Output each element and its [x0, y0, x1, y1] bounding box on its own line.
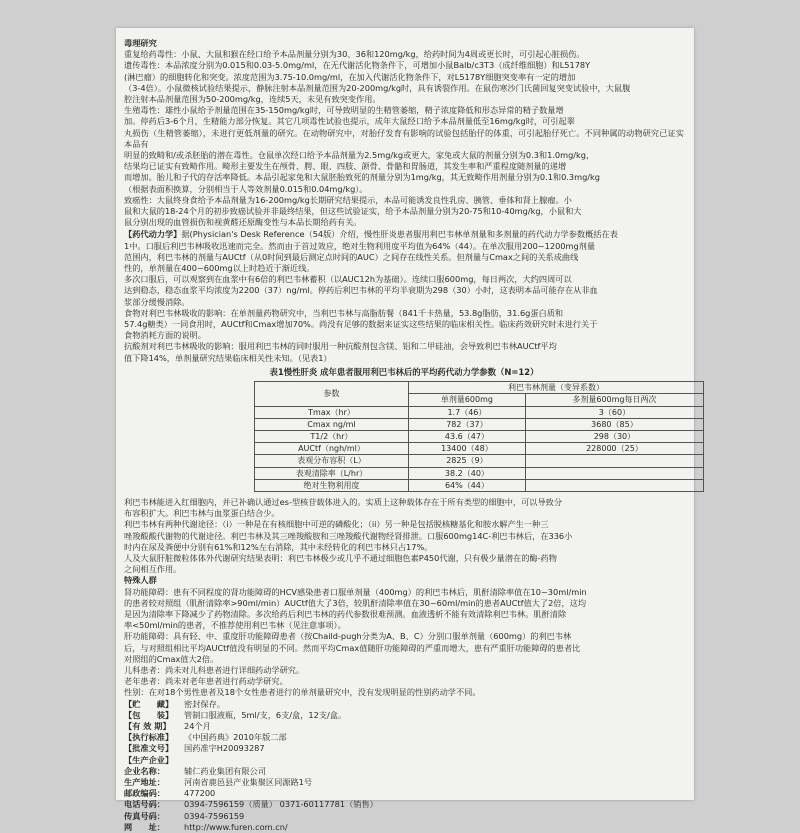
table-cell-param: Cmax ng/ml: [255, 418, 409, 430]
table-cell-single: 2825（9）: [408, 455, 525, 467]
metabolism-text: [124, 497, 684, 575]
product-field-value: 24个月: [184, 720, 211, 731]
table-cell-param: 表观清除率（L/hr）: [255, 467, 409, 479]
product-field-label: 【生产企业】: [124, 754, 174, 765]
pharmacokinetics-line-text: 据(Physician's Desk Reference（54版）介绍，慢性肝炎患者服用利巴韦林单剂量和多剂量的药代动力学参数概括在表: [181, 229, 618, 240]
special-population-line: 肝功能障碍：具有轻、中、重度肝功能障碍患者（按Chaild-pugh分类为A、B、C）分别口服单剂量（600mg）的利巴韦林: [124, 631, 572, 642]
metabolism-line: 之间相互作用。: [124, 564, 182, 575]
pharmacokinetics-text: [124, 229, 684, 363]
manufacturer-field-value: http://www.furen.com.cn/: [184, 821, 288, 832]
toxicology-line: 鼠分别出现的血管损伤和视黄醛还原酶变性与本品长期给药有关。: [124, 217, 362, 228]
table-cell-multi: [525, 479, 703, 491]
manufacturer-info: [124, 766, 684, 833]
toxicology-line: 结果均已证实有致畸作用。畸形主要发生在颅骨、腭、眼、四肢、颌骨、骨骼和胃肠道，其发生率和严重程度随剂量的递增: [124, 161, 567, 172]
table-cell-param: Tmax（hr）: [255, 406, 409, 418]
pharmacokinetics-section: [124, 229, 684, 363]
product-field-label: 【贮 藏】: [124, 698, 174, 709]
table-header-dose-group: 利巴韦林剂量（变异系数）: [408, 382, 703, 394]
pharmacokinetics-line: 浆部分缓慢消除。: [124, 296, 190, 307]
toxicology-line: （根据表面积换算，分别相当于人等效剂量0.015和0.04mg/kg）。: [124, 183, 368, 194]
table-row: [255, 455, 704, 467]
toxicology-line: 鼠和大鼠的18-24个月的初步致癌试验并非最终结果，但这些试验证实，给予本品剂量分别为20-75和10-40mg/kg，小鼠和大: [124, 206, 582, 217]
special-population-line: 儿科患者：尚未对儿科患者进行详细药动学研究。: [124, 664, 305, 675]
table-cell-multi: 3（60）: [525, 406, 703, 418]
metabolism-line: 唑羧酸酸代谢物的代谢途径。利巴韦林及其三唑羧酸胺和三唑羧酸代谢物经肾排泄。口服600mg14C-利巴韦林后，在336小: [124, 530, 573, 541]
manufacturer-field-value: 0394-7596159（质量） 0371-60117781（销售）: [184, 799, 378, 810]
toxicology-line: 腔注射本品剂量范围为50-200mg/kg，连续5天，未见有致突变作用。: [124, 94, 381, 105]
package-insert-sheet: [116, 28, 694, 832]
table-cell-param: 绝对生物利用度: [255, 479, 409, 491]
special-population-line: 率<50ml/min的患者，不推荐使用利巴韦林（见注意事项）。: [124, 620, 346, 631]
toxicology-line: (淋巴瘤）的细胞转化和突变。浓度范围为3.75-10.0mg/ml，在加入代谢活化物条件下，对L5178Y细胞突变率有一定的增加: [124, 71, 576, 82]
product-field-row: [124, 755, 684, 766]
pharmacokinetics-line: 57.4g糖类）一同食用时，AUCtf和Cmax增加70%。尚没有足够的数据来证实这些结果的临床相关性。临床药效研究时未进行关于: [124, 319, 598, 330]
special-population-text: [124, 587, 684, 699]
metabolism-line: 布容积扩大。利巴韦林与血浆蛋白结合少。: [124, 508, 280, 519]
toxicology-line: 遗传毒性：本品浓度分别为0.015和0.03-5.0mg/ml，在无代谢活化物条件下，可增加小鼠Balb/c3T3（成纤维细胞）和L5178Y: [124, 60, 591, 71]
table-header-param: 参数: [255, 382, 409, 406]
product-field-row: [124, 732, 684, 743]
product-field-label: 【批准文号】: [124, 743, 174, 754]
table-cell-multi: 298（30）: [525, 430, 703, 442]
toxicology-line: 丸损伤（生精管萎缩），未进行更低剂量的研究。在动物研究中，对胎仔发育有影响的试验包括胎仔的体重，可引起胎仔死亡。不同种属的动物研究已证实本品有: [124, 127, 684, 149]
toxicology-section: [124, 38, 684, 228]
product-field-value: 密封保存。: [184, 698, 225, 709]
product-field-row: [124, 699, 684, 710]
table-row: [255, 406, 704, 418]
table-cell-single: 38.2（40）: [408, 467, 525, 479]
pharmacokinetics-line: 值下降14%，单剂量研究结果临床相关性未知。（见表1）: [124, 352, 332, 363]
manufacturer-field-row: [124, 822, 684, 833]
special-population-line: 性别：在对18个男性患者及18个女性患者进行的单剂量研究中，没有发现明显的性别药动学不同。: [124, 687, 481, 698]
product-field-row: [124, 721, 684, 732]
manufacturer-field-row: [124, 811, 684, 822]
special-population-section: [124, 575, 684, 698]
pharmacokinetics-line: [124, 229, 684, 240]
table1-caption: 表1慢性肝炎 成年患者服用利巴韦林后的平均药代动力学参数（N=12）: [269, 366, 539, 377]
manufacturer-field-label: 邮政编码：: [124, 788, 165, 799]
product-field-value: 《中国药典》2010年版二部: [184, 732, 287, 743]
special-population-title: 特殊人群: [124, 575, 157, 586]
product-field-label: 【执行标准】: [124, 732, 174, 743]
manufacturer-field-row: [124, 777, 684, 788]
pharmacokinetics-line: 性的，单剂量在400~600mg以上时趋近于渐近线。: [124, 263, 315, 274]
table-row: [255, 430, 704, 442]
pharmacokinetics-line: 达到稳态，稳态血浆平均浓度为2200（37）ng/ml。停药后利巴韦林的平均半衰期为298（30）小时，这表明本品可能存在从非血: [124, 285, 598, 296]
table-cell-single: 13400（48）: [408, 443, 525, 455]
toxicology-line: 生殖毒性：雄性小鼠给予剂量范围在35-150mg/kg时，可导致明显的生精管萎缩，精子浓度降低和形态异常的精子数量增: [124, 105, 564, 116]
table-cell-multi: 228000（25）: [525, 443, 703, 455]
pharmacokinetics-title: 【药代动力学】: [124, 229, 182, 240]
manufacturer-field-value: 0394-7596159: [184, 810, 245, 821]
toxicology-line: 加。停药后3-6个月，生精能力部分恢复。其它几项毒性试验也提示，成年大鼠经口给予本品剂量低至16mg/kg时，可引起睾: [124, 116, 575, 127]
table-cell-multi: 3680（85）: [525, 418, 703, 430]
pharmacokinetics-line: 抗酸剂对利巴韦林吸收的影响：服用利巴韦林的同时服用一种抗酸剂包含镁、铝和二甲硅油，会导致利巴韦林AUCtf平均: [124, 341, 557, 352]
table-cell-single: 782（37）: [408, 418, 525, 430]
table-cell-single: 1.7（46）: [408, 406, 525, 418]
table-cell-param: T1/2（hr）: [255, 430, 409, 442]
manufacturer-field-row: [124, 799, 684, 810]
metabolism-line: 时内在尿及粪便中分别有61%和12%左右消除，其中未经转化的利巴韦林只占17%。: [124, 541, 433, 552]
toxicology-title: 毒理研究: [124, 38, 157, 48]
pharmacokinetics-line: 食物对利巴韦林吸收的影响：在单剂量药物研究中，当利巴韦林与高脂肪餐（841千卡热量，53.8g脂肪，31.6g蛋白质和: [124, 307, 564, 318]
product-field-value: 国药准字H20093287: [184, 743, 265, 754]
table-row: [255, 479, 704, 491]
manufacturer-field-row: [124, 788, 684, 799]
table-cell-single: 43.6（47）: [408, 430, 525, 442]
product-field-value: 管制口服液瓶，5ml/支，6支/盒，12支/盒。: [184, 709, 347, 720]
special-population-line: 的患者较对照组（肌酐清除率>90ml/min）AUCtf值大了3倍，较肌酐清除率值在30~60ml/min的患者AUCtf值大了2倍，这均: [124, 597, 587, 608]
product-field-row: [124, 743, 684, 754]
special-population-line: 是因为清除率下降减少了药物清除。多次给药后利巴韦林的药代参数很难预测。血液透析不能有效清除利巴韦林。肌酐清除: [124, 608, 567, 619]
pharmacokinetics-line: 1中。口服后利巴韦林吸收迅速而完全。然而由于首过效应，绝对生物利用度平均值为64%（44）。在单次服用200~1200mg剂量: [124, 240, 596, 251]
metabolism-line: 利巴韦林有两种代谢途径：（i）一种是在有核细胞中可逆的磷酸化；（ii）另一种是包括脱核糖基化和胺水解产生一种三: [124, 519, 549, 530]
manufacturer-field-label: 企业名称：: [124, 765, 165, 776]
special-population-line: 老年患者：尚未对老年患者进行药动学研究。: [124, 676, 288, 687]
pharmacokinetics-line: 多次口服后，可以观察到在血浆中有6倍的利巴韦林蓄积（以AUC12h为基础）。连续口服600mg，每日两次，大约四周可以: [124, 274, 572, 285]
table-cell-param: 表观分布容积（L）: [255, 455, 409, 467]
table-row: [255, 418, 704, 430]
pharmacokinetics-line: 食物消耗方面的说明。: [124, 330, 206, 341]
product-field-row: [124, 710, 684, 721]
manufacturer-field-label: 网 址：: [124, 821, 165, 832]
metabolism-section: [124, 497, 684, 575]
metabolism-line: 利巴韦林能进入红细胞内，并已补确认通过es-型核苷载体进入的。实质上这种载体存在于所有类型的细胞中，可以导致分: [124, 496, 563, 507]
insert-content: [124, 38, 684, 833]
manufacturer-field-value: 河南省鹿邑县产业集聚区同源路1号: [184, 777, 313, 787]
metabolism-line: 人及大鼠肝脏微粒体体外代谢研究结果表明：利巴韦林极少或几乎不通过细胞色素P450代谢，只有极少量潜在的酶-药物: [124, 552, 557, 563]
special-population-line: 对照组的Cmax值大2倍。: [124, 653, 219, 664]
special-population-line: 肾功能障碍：患有不同程度的肾功能障碍的HCV感染患者口服单剂量（400mg）的利巴韦林后，肌酐清除率值在10~30ml/min: [124, 586, 587, 597]
manufacturer-field-value: 辅仁药业集团有限公司: [184, 765, 266, 776]
product-field-value: [184, 755, 684, 766]
table-cell-param: AUCtf（ngh/ml）: [255, 443, 409, 455]
toxicology-line: 重复给药毒性：小鼠、大鼠和猴在经口给予本品剂量分别为30、36和120mg/kg，给药时间为4周或更长时，可引起心脏损伤。: [124, 49, 585, 60]
toxicology-line: （3-4倍）。小鼠微核试验结果提示，静脉注射本品剂量范围为20-200mg/kg时，具有诱裂作用。在鼠伤寒沙门氏菌回复突变试验中，大鼠腹: [124, 82, 631, 93]
product-field-label: 【包 装】: [124, 709, 174, 720]
manufacturer-field-label: 生产地址：: [124, 777, 165, 787]
product-info-fields: [124, 699, 684, 766]
manufacturer-field-label: 传真号码：: [124, 810, 165, 821]
toxicology-line: 致癌性：大鼠终身食给予本品剂量为16-200mg/kg长期研究结果提示，本品可能诱发良性乳房、胰管、垂体和肾上腺瘤。小: [124, 194, 572, 205]
manufacturer-field-row: [124, 766, 684, 777]
toxicology-line: 明显的致畸和/或杀胚胎的潜在毒性。仓鼠单次经口给予本品剂量为2.5mg/kg或更大，家兔或大鼠的剂量分别为0.3和1.0mg/kg，: [124, 150, 595, 161]
manufacturer-field-label: 电话号码：: [124, 799, 165, 810]
table-header-multi: 多剂量600mg每日两次: [525, 394, 703, 406]
toxicology-line: 而增加。胎儿和子代的存活率降低。本品引起家兔和大鼠胚胎致死的剂量分别为1mg/kg，其无致畸作用剂量分别为0.1和0.3mg/kg: [124, 172, 600, 183]
special-population-line: 后，与对照组相比平均AUCtf值没有明显的不同。然而平均Cmax值随肝功能障碍的严重而增大，患有严重肝功能障碍的患者比: [124, 642, 581, 653]
table-row: [255, 443, 704, 455]
table-cell-multi: [525, 467, 703, 479]
table-cell-multi: [525, 455, 703, 467]
manufacturer-field-value: 477200: [184, 788, 216, 799]
table-row: [255, 467, 704, 479]
table-header-single: 单剂量600mg: [408, 394, 525, 406]
pk-parameters-table: [254, 381, 704, 492]
product-field-label: 【有 效 期】: [124, 720, 171, 731]
toxicology-text: [124, 49, 684, 228]
pharmacokinetics-line: 范围内，利巴韦林的剂量与AUCtf（从0时间到最后测定点时间的AUC）之间存在线性关系。但剂量与Cmax之间的关系成曲线: [124, 251, 579, 262]
table-cell-single: 64%（44）: [408, 479, 525, 491]
